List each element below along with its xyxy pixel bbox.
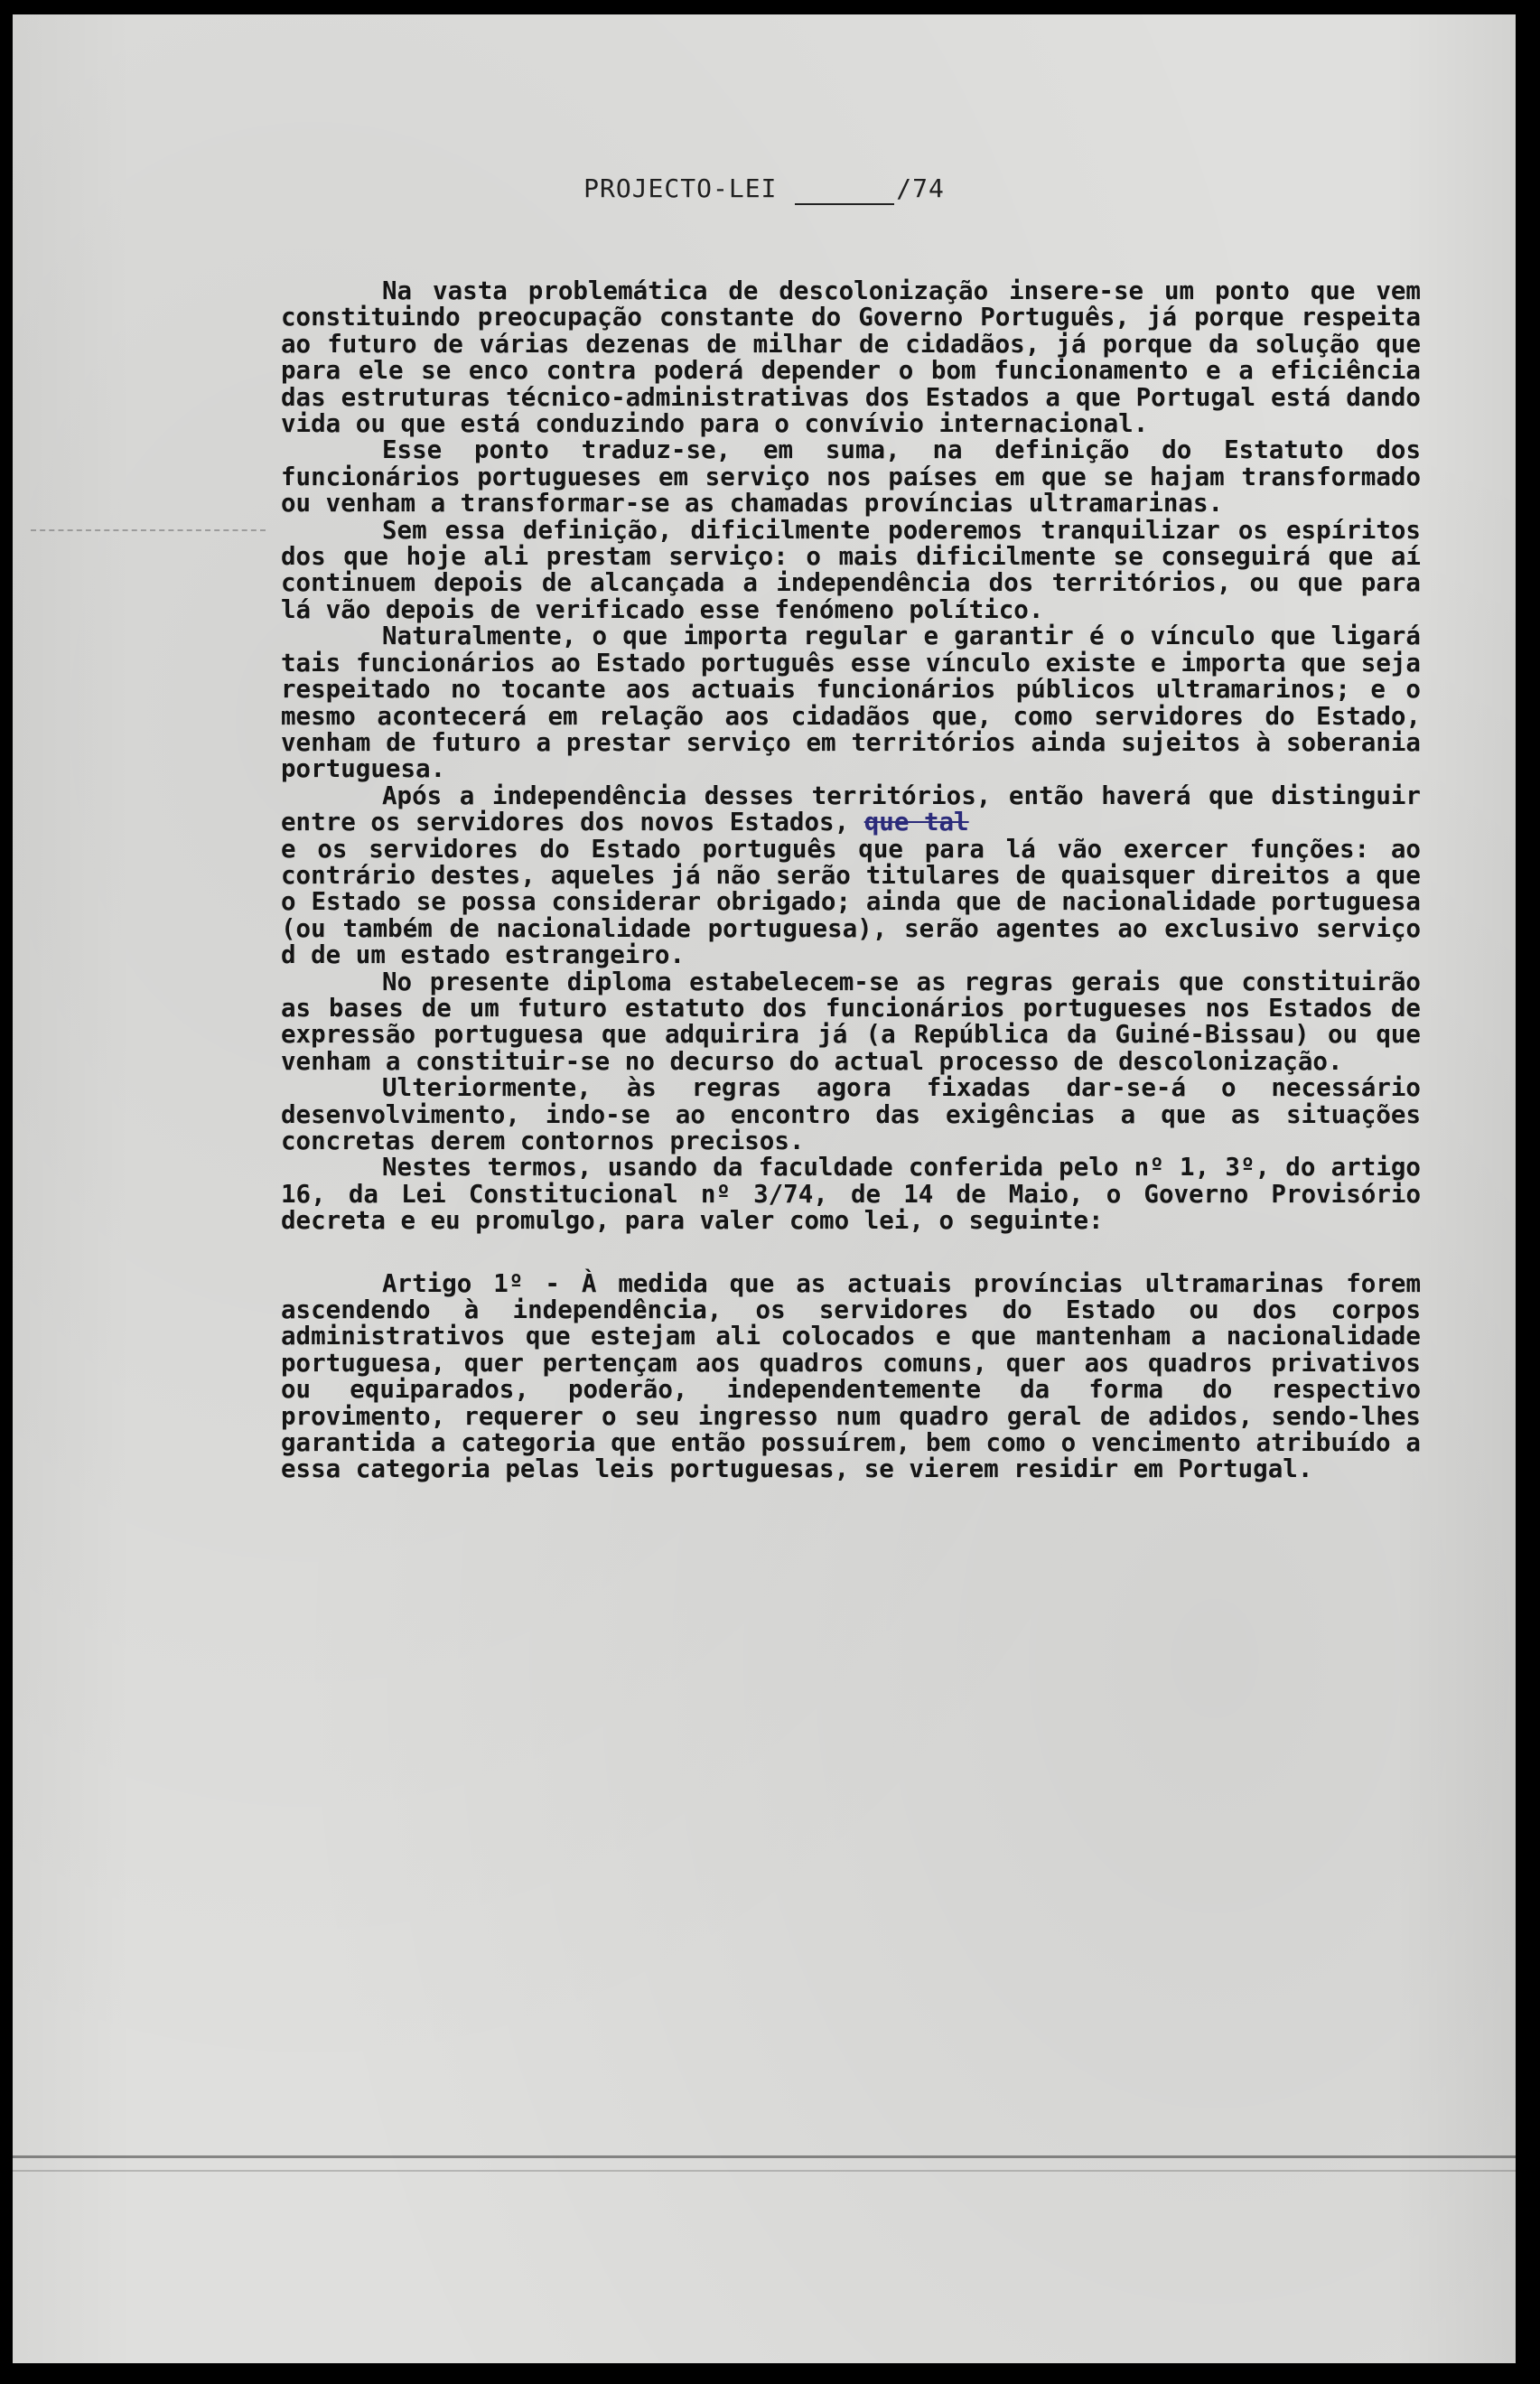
struck-text: que tal xyxy=(863,808,969,837)
spacer xyxy=(281,1235,1421,1271)
number-blank-line xyxy=(795,173,894,205)
margin-dash-mark xyxy=(31,529,266,533)
paragraph-independencia-text: Após a independência desses territórios, então haverá que distinguir entre os servidores dos novos Estados, xyxy=(281,781,1421,837)
paragraph-ulteriormente: Ulteriormente, às regras agora fixadas dar-se-á o necessário desenvolvimento, indo-se ao encontro das exigências a que as situações concretas derem contornos precisos. xyxy=(281,1073,1421,1155)
document-body xyxy=(281,278,1421,1483)
document-page xyxy=(13,14,1516,2363)
paragraph-diploma: No presente diploma estabelecem-se as regras gerais que constituirão as bases de um futuro estatuto dos funcionários portugueses nos Estados de expressão portuguesa que adquirira já (a República da Guiné-Bissau) ou que venham a constituir-se no decurso do actual processo de descolonização. xyxy=(281,967,1421,1076)
paragraph-ponto: Esse ponto traduz-se, em suma, na definição do Estatuto dos funcionários portugueses em serviço nos países em que se hajam transformado ou venham a transformar-se as chamadas províncias ultramarinas. xyxy=(281,435,1421,519)
fold-line-shadow xyxy=(13,2170,1516,2172)
paragraph-definicao: Sem essa definição, dificilmente poderemos tranquilizar os espíritos dos que hoje ali prestam serviço: o mais dificilmente se conseguirá que aí continuem depois de alcançada a independência dos territórios, ou que para lá vão depois de verificado esse fenómeno político. xyxy=(281,515,1421,624)
paragraph-termos: Nestes termos, usando da faculdade conferida pelo nº 1, 3º, do artigo 16, da Lei Constitucional nº 3/74, de 14 de Maio, o Governo Provisório decreta e eu promulgo, para valer como lei, o seguinte: xyxy=(281,1153,1421,1236)
fold-line xyxy=(13,2155,1516,2158)
paragraph-servidores: e os servidores do Estado português que para lá vão exercer funções: ao contrário destes, aqueles já não serão titulares de quaisquer direitos a que o Estado se possa considerar obrigado; ainda que de nacionalidade portuguesa (ou também de nacionalidade portuguesa), serão agentes ao exclusivo serviço d de um estado estrangeiro. xyxy=(281,834,1421,970)
article-1: Artigo 1º - À medida que as actuais províncias ultramarinas forem ascendendo à independência, os servidores do Estado ou dos corpos administrativos que estejam ali colocados e que mantenham a nacionalidade portuguesa, quer pertençam aos quadros comuns, quer aos quadros privativos ou equiparados, poderão, independentemente da forma do respectivo provimento, requerer o seu ingresso num quadro geral de adidos, sendo-lhes garantida a categoria que então possuírem, bem como o vencimento atribuído a essa categoria pelas leis portuguesas, se vierem residir em Portugal. xyxy=(281,1268,1421,1484)
heading-title: PROJECTO-LEI xyxy=(583,173,778,203)
page-heading xyxy=(13,173,1516,205)
paragraph-vinculo: Naturalmente, o que importa regular e garantir é o vínculo que ligará tais funcionários ao Estado português esse vínculo existe e importa que seja respeitado no tocante aos actuais funcionários públicos ultramarinos; e o mesmo acontecerá em relação aos cidadãos que, como servidores do Estado, venham de futuro a prestar serviço em territórios ainda sujeitos à soberania portuguesa. xyxy=(281,622,1421,784)
paragraph-intro: Na vasta problemática de descolonização insere-se um ponto que vem constituindo preocupação constante do Governo Português, já porque respeita ao futuro de várias dezenas de milhar de cidadãos, já porque da solução que para ele se enco contra poderá depender o bom funcionamento e a eficiência das estruturas técnico-administrativas dos Estados a que Portugal está dando vida ou que está conduzindo para o convívio internacional. xyxy=(281,276,1421,439)
heading-year: /74 xyxy=(896,173,945,203)
paragraph-independencia xyxy=(281,783,1421,837)
